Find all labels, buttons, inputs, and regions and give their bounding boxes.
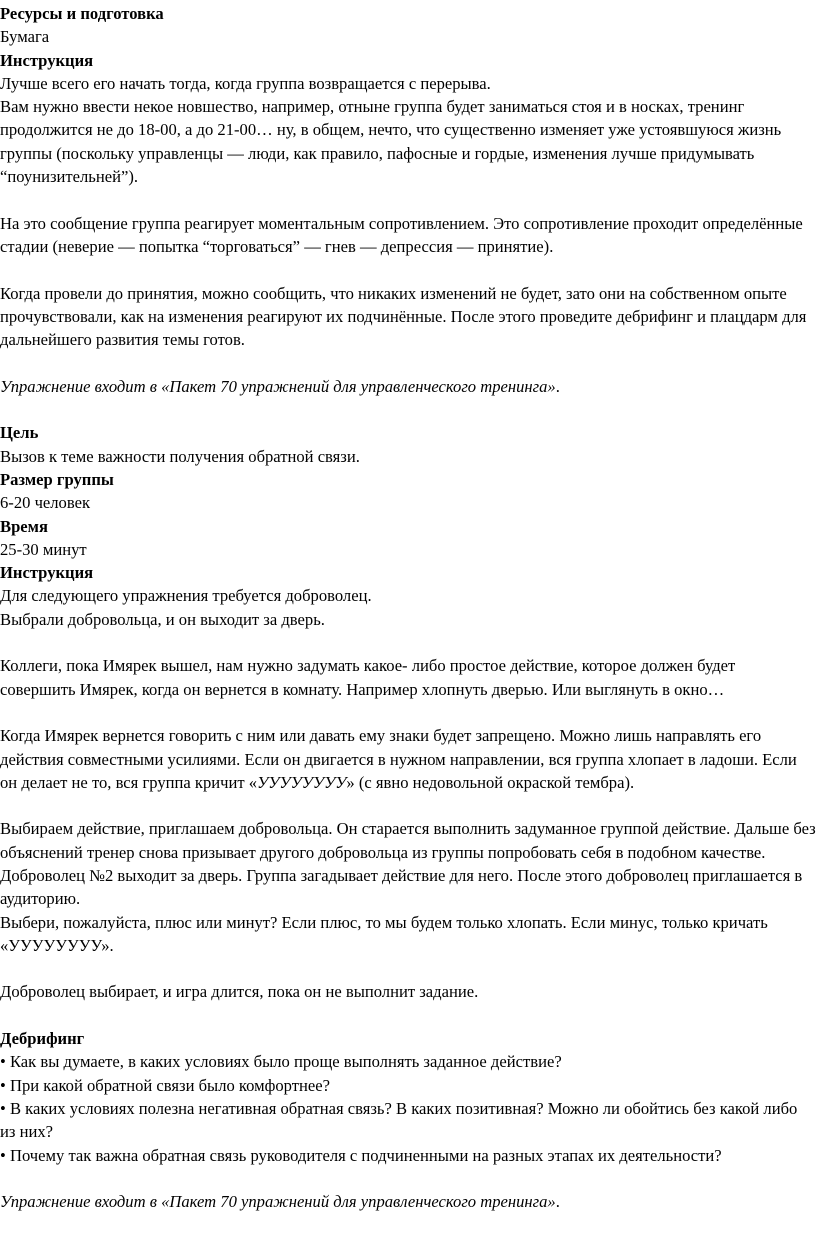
text-segment: . [555,376,560,396]
blank-line [0,1167,816,1190]
text-segment: продолжится не до 18-00, а до 21-00… ну, в общем, нечто, что существенно изменяет уже устоявшуюся жизнь [0,120,782,140]
text-segment: . [555,1192,560,1212]
italic-text: Упражнение входит в «Пакет 70 упражнений для управленческого тренинга» [0,1192,556,1212]
text-line [0,305,816,328]
text-line [0,49,816,72]
text-segment: он делает не то, вся группа кричит « [0,772,258,792]
text-line [0,911,816,934]
text-segment: Коллеги, пока Имярек вышел, нам нужно задумать какое- либо простое действие, которое должен будет [0,656,736,676]
text-segment: стадии (неверие — попытка “торговаться” — гнев — депрессия — принятие). [0,236,554,256]
text-line [0,515,816,538]
blank-line [0,631,816,654]
text-segment: Доброволец выбирает, и игра длится, пока он не выполнит задание. [0,982,479,1002]
text-line [0,375,816,398]
text-line [0,235,816,258]
text-segment: объяснений тренер снова призывает другого добровольца из группы попробовать себя в подобном качестве. [0,842,766,862]
text-line [0,817,816,840]
text-line [0,165,816,188]
text-segment: Когда провели до принятия, можно сообщить, что никаких изменений не будет, зато они на собственном опыте [0,283,787,303]
text-segment: Выбери, пожалуйста, плюс или минут? Если плюс, то мы будем только хлопать. Если минус, только кричать [0,912,768,932]
section-heading: Время [0,516,48,536]
text-segment: » (с явно недовольной окраской тембра). [346,772,635,792]
blank-line [0,794,816,817]
text-line [0,980,816,1003]
text-segment: • В каких условиях полезна негативная обратная связь? В каких позитивная? Можно ли обойтись без какой либо [0,1098,798,1118]
blank-line [0,188,816,211]
text-line [0,421,816,444]
text-line [0,491,816,514]
text-line [0,72,816,95]
text-segment: совершить Имярек, когда он вернется в комнату. Например хлопнуть дверью. Или выглянуть в окно… [0,679,725,699]
text-segment: • Как вы думаете, в каких условиях было проще выполнять заданное действие? [0,1052,562,1072]
text-line [0,2,816,25]
text-line [0,538,816,561]
text-segment: Для следующего упражнения требуется доброволец. [0,586,372,606]
section-heading: Ресурсы и подготовка [0,4,164,23]
text-line [0,118,816,141]
text-line [0,445,816,468]
text-segment: Выбираем действие, приглашаем добровольца. Он старается выполнить задуманное группой действие. Дальше без [0,819,816,839]
italic-text: Упражнение входит в «Пакет 70 упражнений для управленческого тренинга» [0,376,556,396]
text-line [0,584,816,607]
text-line [0,724,816,747]
text-segment: «УУУУУУУУ». [0,935,114,955]
blank-line [0,957,816,980]
text-line [0,608,816,631]
text-segment: 6-20 человек [0,493,91,513]
blank-line [0,701,816,724]
text-segment: группы (поскольку управленцы — люди, как правило, пафосные и гордые, изменения лучше придумывать [0,143,755,163]
text-segment: из них? [0,1122,54,1142]
text-segment: Когда Имярек вернется говорить с ним или давать ему знаки будет запрещено. Можно лишь направлять его [0,726,762,746]
text-line [0,887,816,910]
text-line [0,678,816,701]
text-line [0,748,816,771]
text-line [0,468,816,491]
text-line [0,864,816,887]
text-segment: прочувствовали, как на изменения реагируют их подчинённые. После этого проведите дебрифинг и плацдарм для [0,306,807,326]
text-line [0,1120,816,1143]
text-line [0,1144,816,1167]
text-segment: На это сообщение группа реагирует моментальным сопротивлением. Это сопротивление проходит определённые [0,213,803,233]
text-segment: • При какой обратной связи было комфортнее? [0,1075,330,1095]
text-segment: “поунизительней”). [0,167,139,187]
text-segment: Лучше всего его начать тогда, когда группа возвращается с перерыва. [0,73,491,93]
section-heading: Цель [0,423,39,443]
text-segment: Выбрали добровольца, и он выходит за дверь. [0,609,325,629]
text-line [0,142,816,165]
text-line [0,1027,816,1050]
text-segment: действия совместными усилиями. Если он двигается в нужном направлении, вся группа хлопает в ладоши. Если [0,749,797,769]
section-heading: Дебрифинг [0,1029,85,1049]
text-segment: дальнейшего развития темы готов. [0,330,245,350]
text-line [0,841,816,864]
section-heading: Инструкция [0,50,94,70]
text-line [0,282,816,305]
text-line [0,771,816,794]
italic-text: УУУУУУУУ [257,772,347,792]
text-line [0,1074,816,1097]
blank-line [0,398,816,421]
text-segment: • Почему так важна обратная связь руководителя с подчиненными на разных этапах их деятельности? [0,1145,722,1165]
text-line [0,1190,816,1213]
text-line [0,654,816,677]
section-heading: Инструкция [0,563,94,583]
text-segment: аудиторию. [0,889,81,909]
text-segment: Вам нужно ввести некое новшество, например, отныне группа будет заниматься стоя и в носках, тренинг [0,97,745,117]
text-line [0,1050,816,1073]
text-segment: 25-30 минут [0,539,87,559]
text-segment: Доброволец №2 выходит за дверь. Группа загадывает действие для него. После этого доброволец приглашается в [0,865,803,885]
text-line [0,212,816,235]
text-segment: Вызов к теме важности получения обратной связи. [0,446,360,466]
section-heading: Размер группы [0,469,114,489]
text-segment: Бумага [0,27,50,47]
text-line [0,25,816,48]
text-line [0,95,816,118]
text-line [0,328,816,351]
blank-line [0,351,816,374]
blank-line [0,258,816,281]
text-line [0,1097,816,1120]
text-line [0,934,816,957]
blank-line [0,1004,816,1027]
text-line [0,561,816,584]
